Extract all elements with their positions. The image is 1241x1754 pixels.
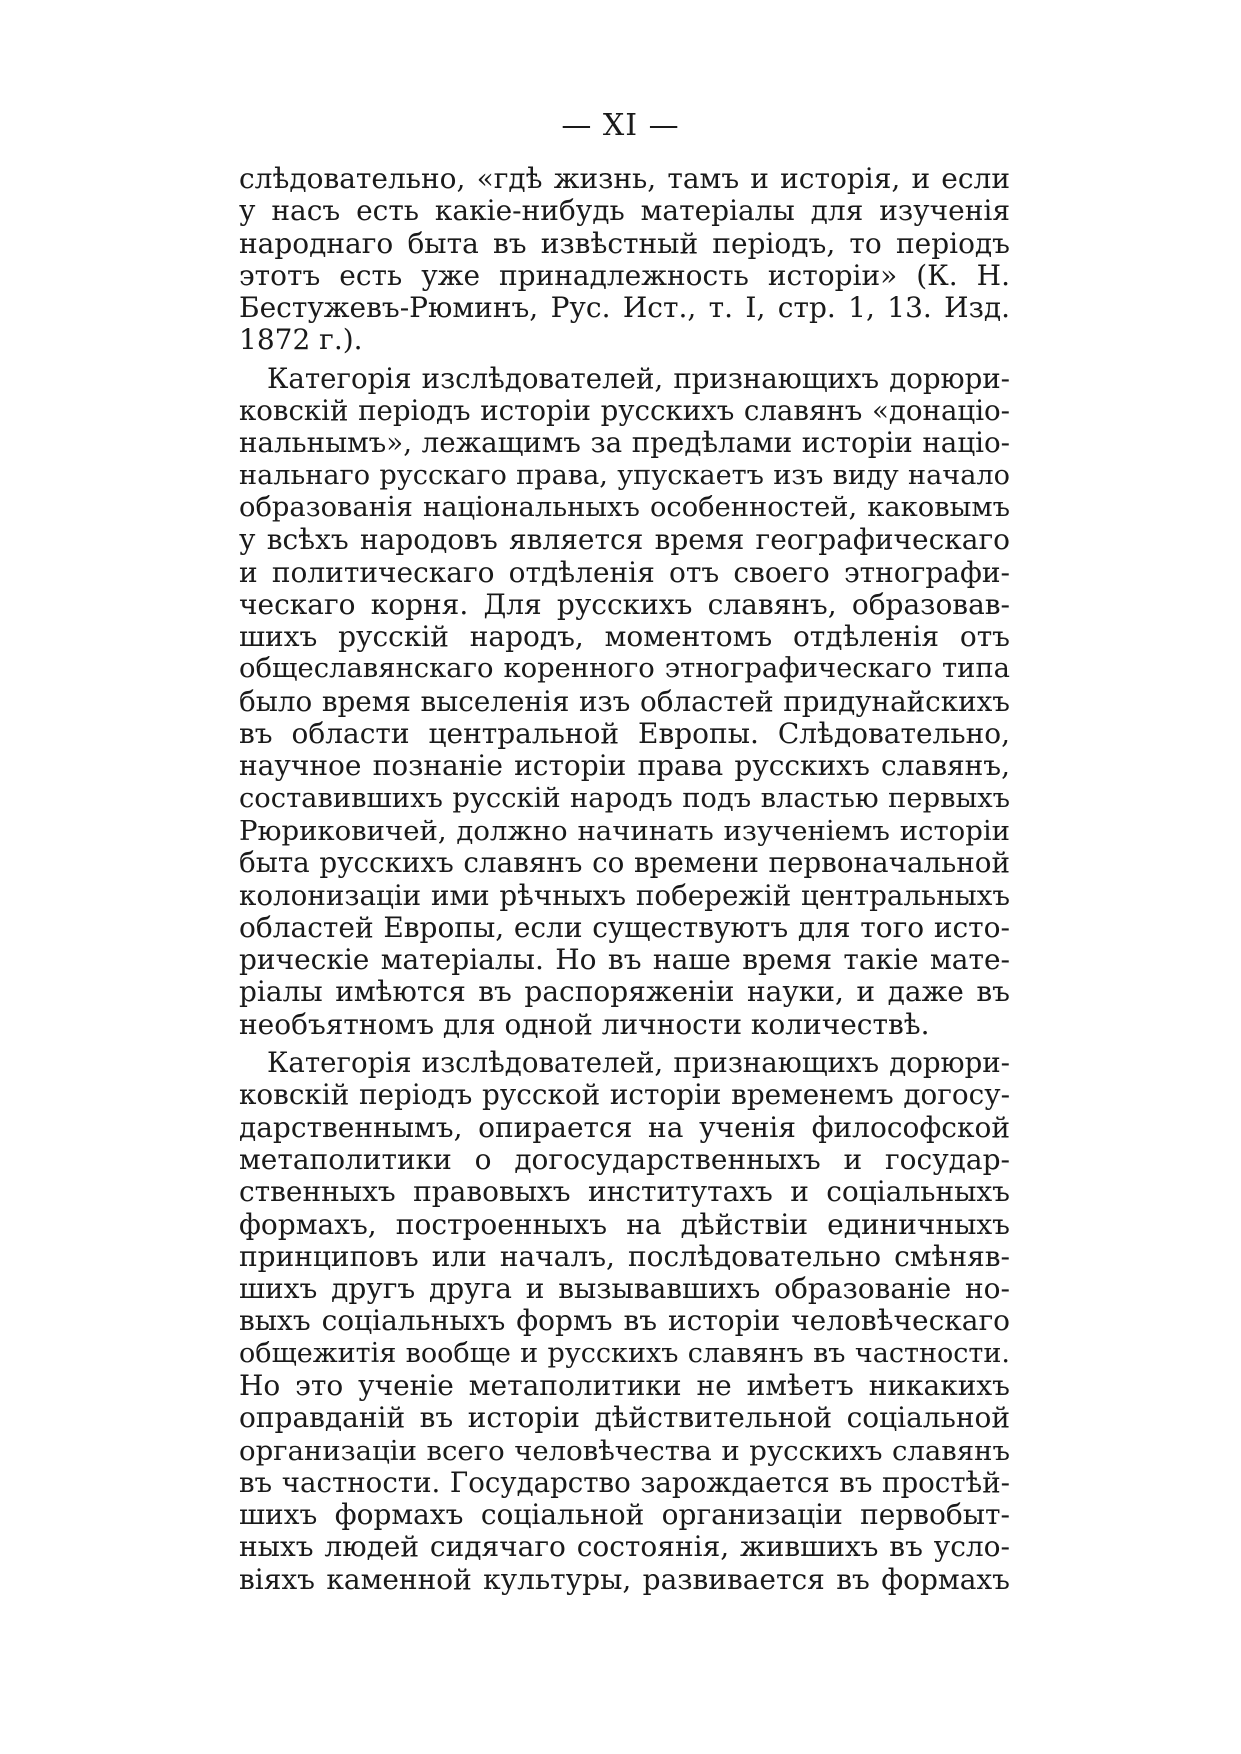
text-line: было время выселенія изъ областей придунайскихъ <box>239 684 1010 718</box>
text-line: областей Европы, если существуютъ для того исто- <box>239 910 1010 944</box>
text-line: въ области центральной Европы. Слѣдовательно, <box>239 717 1010 751</box>
text-line: организаціи всего человѣчества и русскихъ славянъ <box>239 1434 1010 1467</box>
text-line: нальнымъ», лежащимъ за предѣлами исторіи націо- <box>239 426 1010 460</box>
text-line: этотъ есть уже принадлежность исторіи» (К. Н. <box>239 258 1010 292</box>
text-line: образованія національныхъ особенностей, каковымъ <box>239 491 1010 523</box>
text-line: дарственнымъ, опирается на ученія философской <box>239 1110 1010 1144</box>
text-line: Бестужевъ-Рюминъ, Рус. Ист., т. I, стр. 1, 13. Изд. <box>239 291 1010 325</box>
text-line: Категорія изслѣдователей, признающихъ дорюри- <box>267 1046 1010 1080</box>
text-line: у всѣхъ народовъ является время географическаго <box>239 523 1010 557</box>
text-line: формахъ, построенныхъ на дѣйствіи единичныхъ <box>239 1207 1010 1241</box>
text-line: необъятномъ для одной личности количествѣ. <box>239 1007 930 1041</box>
text-line: ковскій періодъ русской исторіи временемъ догосу- <box>239 1078 1010 1112</box>
text-line: общеславянскаго коренного этнографическаго типа <box>239 653 1010 685</box>
text-line: ковскій періодъ исторіи русскихъ славянъ «донаціо- <box>239 394 1010 428</box>
text-line: народнаго быта въ извѣстный періодъ, то періодъ <box>239 226 1010 260</box>
text-line: віяхъ каменной культуры, развивается въ формахъ <box>239 1562 1010 1596</box>
text-line: ческаго корня. Для русскихъ славянъ, образовав- <box>239 587 1010 621</box>
text-line: нальнаго русскаго права, упускаетъ изъ виду начало <box>239 459 1010 491</box>
text-line: Но это ученіе метаполитики не имѣетъ никакихъ <box>239 1368 1010 1402</box>
text-line: быта русскихъ славянъ со времени первоначальной <box>239 846 1010 880</box>
text-line: шихъ формахъ соціальной организаціи первобыт- <box>239 1498 1010 1532</box>
text-line: оправданій въ исторіи дѣйствительной соціальной <box>239 1401 1010 1435</box>
text-line: научное познаніе исторіи права русскихъ славянъ, <box>239 749 1010 783</box>
text-line: составившихъ русскій народъ подъ властью первыхъ <box>239 782 1010 814</box>
text-line: рическіе матеріалы. Но въ наше время такіе мате- <box>239 943 1010 977</box>
text-line: въ частности. Государство зарождается въ простѣй- <box>239 1465 1010 1499</box>
text-line: у насъ есть какіе-нибудь матеріалы для изученія <box>239 194 1010 228</box>
text-line: ныхъ людей сидячаго состоянія, жившихъ въ усло- <box>239 1530 1010 1564</box>
text-line: слѣдовательно, «гдѣ жизнь, тамъ и исторія, и если <box>239 162 1010 195</box>
text-line: шихъ русскій народъ, моментомъ отдѣленія отъ <box>239 620 1010 654</box>
text-line: Рюриковичей, должно начинать изученіемъ исторіи <box>239 814 1010 847</box>
text-line: Категорія изслѣдователей, признающихъ дорюри- <box>267 361 1010 395</box>
text-line: ственныхъ правовыхъ институтахъ и соціальныхъ <box>239 1175 1010 1209</box>
text-line: ріалы имѣются въ распоряженіи науки, и даже въ <box>239 975 1010 1009</box>
text-line: общежитія вообще и русскихъ славянъ въ частности. <box>239 1337 1010 1369</box>
text-line: 1872 г.). <box>239 323 363 357</box>
text-line: выхъ соціальныхъ формъ въ исторіи человѣческаго <box>239 1304 1010 1338</box>
page-number: — XI — <box>561 108 680 143</box>
text-line: колонизаціи ими рѣчныхъ побережій центральныхъ <box>239 878 1010 912</box>
body-text <box>239 163 1010 1596</box>
text-line: шихъ другъ друга и вызывавшихъ образованіе но- <box>239 1272 1010 1306</box>
text-line: принциповъ или началъ, послѣдовательно смѣняв- <box>239 1239 1010 1273</box>
text-line: метаполитики о догосударственныхъ и государ- <box>239 1142 1010 1176</box>
text-line: и политическаго отдѣленія отъ своего этнографи- <box>239 555 1010 589</box>
